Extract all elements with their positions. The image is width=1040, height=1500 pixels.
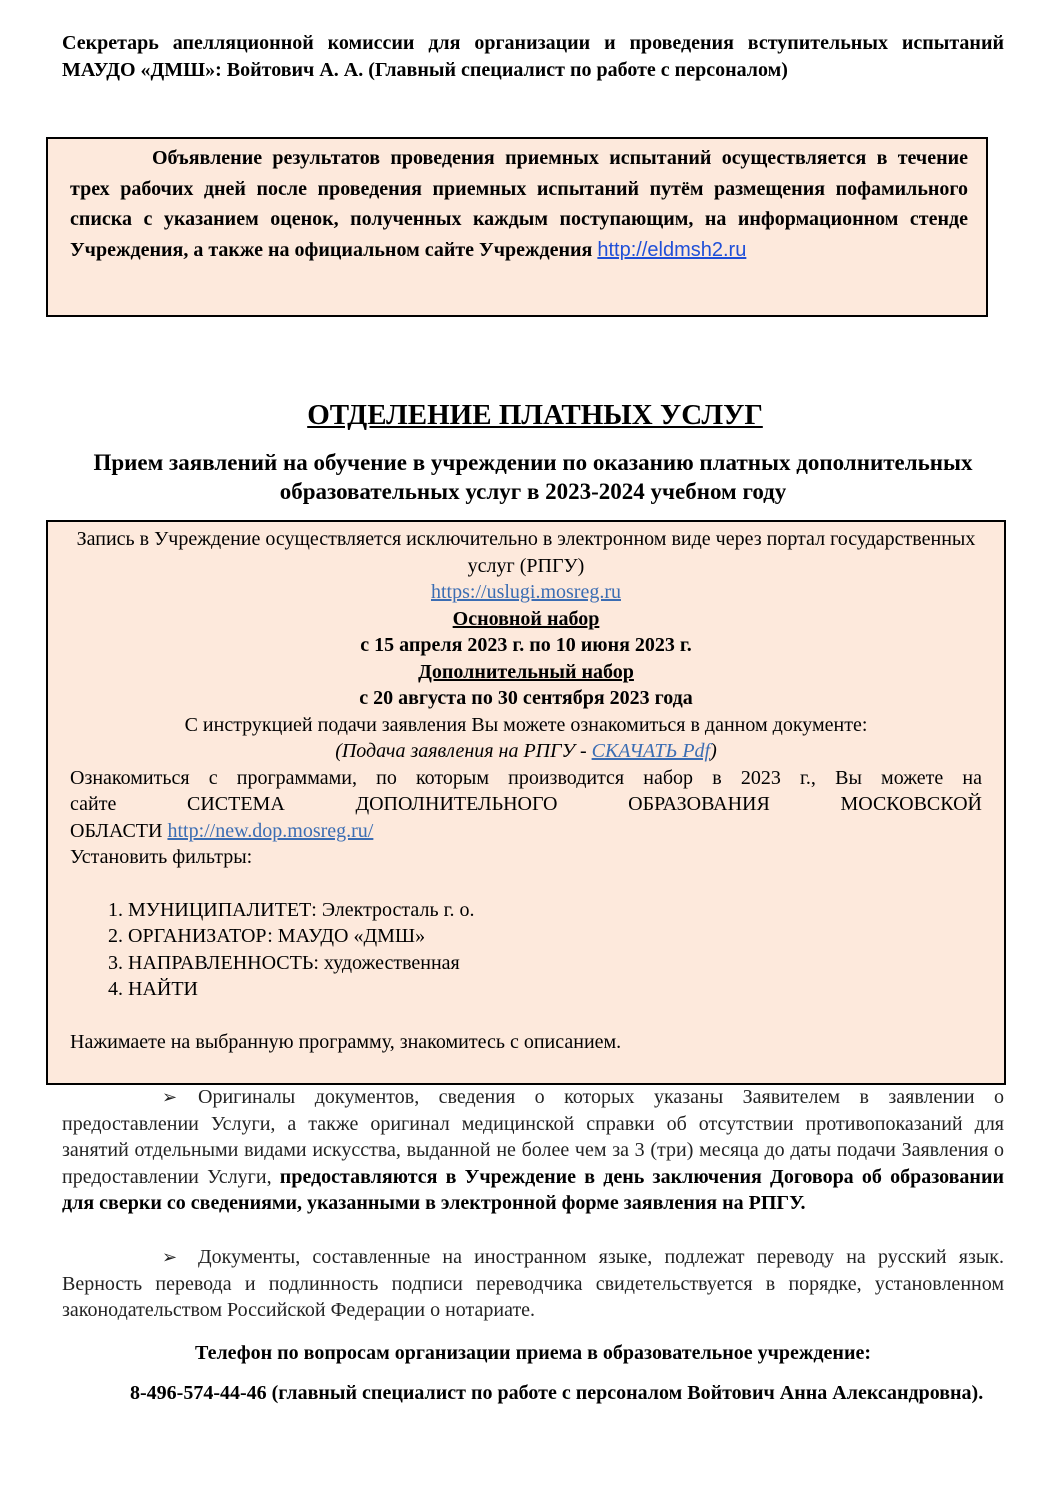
contact-phone: 8-496-574-44-46 (главный специалист по работе с персоналом Войтович Анна Александровна). (130, 1382, 984, 1404)
programs-line-3 (70, 818, 982, 845)
filters-list (70, 897, 982, 1003)
contacts-heading: Телефон по вопросам организации приема в образовательное учреждение: (194, 1342, 871, 1364)
results-announcement-box (46, 137, 988, 317)
programs-line-1: Ознакомиться с программами, по которым производится набор в 2023 г., Вы можете на (70, 766, 982, 789)
extra-enrollment-label: Дополнительный набор (418, 660, 634, 683)
school-site-link[interactable]: http://eldmsh2.ru (597, 238, 747, 261)
filter-item: 1. МУНИЦИПАЛИТЕТ: Электросталь г. о. (128, 897, 982, 924)
filters-label: Установить фильтры: (70, 846, 253, 868)
translation-paragraph (62, 1244, 1004, 1324)
dop-mosreg-link[interactable]: http://new.dop.mosreg.ru/ (167, 819, 374, 842)
portal-link-line (70, 579, 982, 606)
enrollment-box (46, 520, 1006, 1085)
announcement-text (70, 143, 968, 265)
arrow-bullet-icon: ➢ (162, 1087, 178, 1107)
instruction-doc-line (70, 738, 982, 765)
translation-text: Документы, составленные на иностранном языке, подлежат переводу на русский язык. Верность перевода и подлинность подписи переводчика свидетельствуется в порядке, установленном законодательством Российской Федерации о нотариате. (62, 1246, 1004, 1321)
enrollment-intro: Запись в Учреждение осуществляется исключительно в электронном виде через портал государственных услуг (РПГУ) (76, 528, 976, 577)
main-enrollment-label: Основной набор (452, 607, 600, 630)
filter-item: 4. НАЙТИ (128, 976, 982, 1003)
originals-text: Оригиналы документов, сведения о которых указаны Заявителем в заявлении о предоставлении Услуги, а также оригинал медицинской справки об отсутствии противопоказаний для занятий отдельными видами искусства, выданной не более чем за 3 (три) месяца до даты подачи Заявления о предоставлении Услуги, (62, 1086, 1004, 1188)
enrollment-subtitle: Прием заявлений на обучение в учреждении по оказанию платных дополнительных образовательных услуг в 2023-2024 учебном году (93, 450, 973, 504)
filter-item: 2. ОРГАНИЗАТОР: МАУДО «ДМШ» (128, 923, 982, 950)
filter-item: 3. НАПРАВЛЕННОСТЬ: художественная (128, 950, 982, 977)
instruction-doc-prefix: (Подача заявления на РПГУ - (335, 740, 592, 762)
announcement-body: Объявление результатов проведения приемных испытаний осуществляется в течение трех рабочих дней после проведения приемных испытаний путём размещения пофамильного списка с указанием оценок, полученных каждым поступающим, на информационном стенде Учреждения, а также на официальном сайте Учреждения (70, 147, 968, 261)
originals-bold-text: предоставляются в Учреждение в день заключения Договора об образовании для сверки со сведениями, указанными в электронной форме заявления на РПГУ. (62, 1165, 1004, 1214)
secretary-info: Секретарь апелляционной комиссии для организации и проведения вступительных испытаний МАУДО «ДМШ»: Войтович А. А. (Главный специалист по работе с персоналом) (62, 32, 1004, 81)
portal-link[interactable]: https://uslugi.mosreg.ru (431, 581, 621, 603)
extra-enrollment-dates: с 20 августа по 30 сентября 2023 года (359, 687, 693, 709)
instruction-doc-suffix: ) (710, 740, 717, 762)
programs-line-3-text: ОБЛАСТИ (70, 819, 168, 842)
download-pdf-link[interactable]: СКАЧАТЬ Pdf (591, 740, 711, 762)
arrow-bullet-icon: ➢ (162, 1247, 178, 1267)
programs-line-2: сайте СИСТЕМА ДОПОЛНИТЕЛЬНОГО ОБРАЗОВАНИЯ МОСКОВСКОЙ (70, 793, 982, 815)
originals-paragraph (62, 1084, 1004, 1217)
instruction-text: С инструкцией подачи заявления Вы можете ознакомиться в данном документе: (184, 713, 868, 736)
department-title: ОТДЕЛЕНИЕ ПЛАТНЫХ УСЛУГ (307, 399, 763, 431)
final-note: Нажимаете на выбранную программу, знакомитесь с описанием. (70, 1030, 622, 1053)
main-enrollment-dates: с 15 апреля 2023 г. по 10 июня 2023 г. (360, 634, 692, 656)
